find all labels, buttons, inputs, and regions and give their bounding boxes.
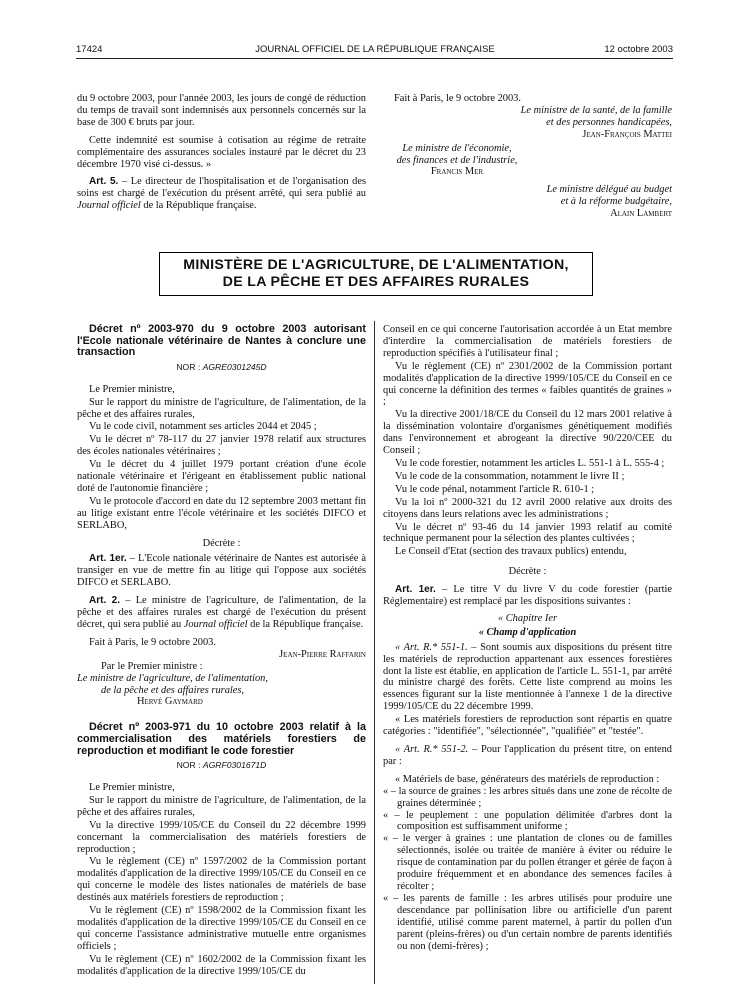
ministry-heading-box bbox=[159, 252, 593, 296]
article-text: – Pour l'application du présent titre, on entend par : bbox=[383, 744, 673, 767]
signature-title: Le ministre de l'agriculture, de l'alimentation, bbox=[77, 672, 268, 684]
article-text: de la République française. bbox=[140, 200, 257, 212]
nor-reference bbox=[77, 362, 366, 374]
decree-title: Décret nº 2003-971 du 10 octobre 2003 relatif à la commercialisation des matériels forestiers de reproduction et modifiant le code forestier bbox=[77, 721, 366, 757]
nor-code: AGRE0301245D bbox=[202, 361, 267, 372]
nor-reference bbox=[77, 760, 366, 772]
journal-title: JOURNAL OFFICIEL DE LA RÉPUBLIQUE FRANÇAISE bbox=[255, 44, 495, 55]
paragraph: Vu le protocole d'accord en date du 12 septembre 2003 mettant fin au litige existant entre l'école vétérinaire et les sociétés DIFCO et SERLABO, bbox=[77, 495, 366, 531]
signature-place-date: Fait à Paris, le 9 octobre 2003. bbox=[394, 93, 521, 104]
signature-title: de la pêche et des affaires rurales, bbox=[101, 684, 245, 696]
paragraph: Vu le décret nº 93-46 du 14 janvier 1993 relatif au comité technique permanent pour la sélection des plantes cultivées ; bbox=[383, 521, 672, 545]
signature-name: Hervé Gaymard bbox=[137, 696, 203, 708]
right-column bbox=[383, 324, 672, 952]
article-5 bbox=[77, 176, 366, 212]
article-text: – Sont soumis aux dispositions du présent titre les matériels de reproduction appartenant aux essences forestières dont la liste est établie, en application de l'article L. 551-1, par arrêté du ministre chargé des forêts. Cette liste comprend au moins les essences figurant sur la liste mentionnée à l'annexe 1 de la directive 1999/105/CE du 22 décembre 1999. bbox=[383, 641, 673, 713]
paragraph: Vu le code pénal, notamment l'article R. 610-1 ; bbox=[395, 483, 595, 495]
issue-date: 12 octobre 2003 bbox=[604, 44, 673, 55]
article-r551-1 bbox=[383, 642, 672, 713]
journal-ref: Journal officiel bbox=[77, 200, 141, 212]
nor-label: NOR : bbox=[176, 361, 203, 372]
paragraph: Vu le règlement (CE) nº 1597/2002 de la Commission portant modalités d'application de la directive 1999/105/CE du Conseil en ce qui concerne le modèle des listes nationales de matériels de base destinés aux matériels forestiers de reproduction ; bbox=[77, 856, 366, 904]
top-right-column bbox=[382, 93, 672, 220]
paragraph: « Matériels de base, générateurs des matériels de reproduction : bbox=[395, 773, 660, 785]
left-column bbox=[77, 324, 366, 978]
ministry-heading bbox=[160, 257, 592, 291]
article-label: Art. 2. bbox=[89, 595, 120, 607]
paragraph: Le Premier ministre, bbox=[89, 782, 175, 794]
paragraph: Vu le règlement (CE) nº 2301/2002 de la Commission portant modalités d'application de la directive 1999/105/CE du Conseil en ce qui concerne la définition des termes « faibles quantités de graines » ; bbox=[383, 360, 672, 408]
signature-name: Alain Lambert bbox=[610, 208, 672, 220]
ministry-heading-line: DE LA PÊCHE ET DES AFFAIRES RURALES bbox=[222, 274, 530, 290]
paragraph: Conseil en ce qui concerne l'autorisation accordée à un Etat membre d'interdire la commercialisation de matériels forestiers de reproduction spécifiés à l'utilisateur final ; bbox=[383, 324, 672, 359]
header-rule bbox=[76, 58, 673, 59]
paragraph: Vu le code de la consommation, notamment le livre II ; bbox=[395, 470, 625, 482]
signature-title: Le ministre de la santé, de la famille bbox=[520, 104, 672, 116]
article-label: Art. 1er. bbox=[395, 584, 436, 596]
chapter-title: « Champ d'application bbox=[478, 626, 577, 638]
list-item: « – le peuplement : une population délimitée d'arbres dont la composition est suffisamment uniforme ; bbox=[383, 809, 672, 833]
signature-title: des finances et de l'industrie, bbox=[396, 154, 518, 166]
ministry-heading-line: MINISTÈRE DE L'AGRICULTURE, DE L'ALIMENTATION, bbox=[183, 257, 569, 273]
decrete: Décrète : bbox=[508, 566, 547, 578]
article-label: « Art. R.* 551-2. bbox=[395, 744, 469, 755]
article-text: – L'Ecole nationale vétérinaire de Nantes est autorisée à transiger en vue de mettre fin au litige qui l'oppose aux sociétés DIFCO et SERLABO. bbox=[77, 553, 366, 589]
list-item: « – la source de graines : les arbres situés dans une zone de récolte de graines déterminée ; bbox=[383, 785, 672, 809]
article-r551-2 bbox=[383, 744, 672, 768]
paragraph: Le Premier ministre, bbox=[89, 383, 175, 395]
chapter-heading: « Chapitre Ier bbox=[497, 612, 558, 624]
paragraph: Vu le code civil, notamment ses articles 2044 et 2045 ; bbox=[89, 421, 317, 433]
article-label: Art. 5. bbox=[89, 176, 119, 188]
signature-name: Jean-Pierre Raffarin bbox=[279, 648, 366, 660]
signature-title: et à la réforme budgétaire, bbox=[560, 196, 672, 208]
signature-name: Jean-François Mattei bbox=[582, 128, 672, 140]
article-1 bbox=[383, 584, 672, 608]
column-divider bbox=[374, 321, 375, 984]
page-number: 17424 bbox=[76, 44, 103, 55]
paragraph: Vu le code forestier, notamment les articles L. 551-1 à L. 555-4 ; bbox=[395, 457, 665, 469]
signature-title: Le ministre de l'économie, bbox=[402, 142, 512, 154]
paragraph: Vu le règlement (CE) nº 1602/2002 de la Commission fixant les modalités d'application de la directive 1999/105/CE du bbox=[77, 953, 366, 977]
article-1 bbox=[77, 553, 366, 589]
journal-ref: Journal officiel bbox=[183, 619, 248, 630]
paragraph: Vu le décret nº 78-117 du 27 janvier 1978 relatif aux structures des écoles nationales vétérinaires ; bbox=[77, 434, 366, 458]
list-item: « – le verger à graines : une plantation de clones ou de familles sélectionnés, isolée ou traitée de manière à éviter ou réduire le risque de contamination par du pollen étranger et gérée de façon à produire fréquemment et en abondance des semences faciles à récolter ; bbox=[383, 833, 672, 892]
article-label: « Art. R.* 551-1. bbox=[395, 641, 468, 653]
paragraph: Vu la loi nº 2000-321 du 12 avril 2000 relative aux droits des citoyens dans leurs relations avec les administrations ; bbox=[383, 496, 672, 520]
paragraph: Sur le rapport du ministre de l'agriculture, de l'alimentation, de la pêche et des affaires rurales, bbox=[77, 396, 366, 420]
paragraph: Sur le rapport du ministre de l'agriculture, de l'alimentation, de la pêche et des affaires rurales, bbox=[77, 794, 366, 818]
article-label: Art. 1er. bbox=[89, 553, 127, 565]
paragraph: du 9 octobre 2003, pour l'année 2003, les jours de congé de réduction du temps de travail sont indemnisés aux personnels concernés sur la base de 300 € bruts par jour. bbox=[77, 93, 366, 128]
paragraph: « Les matériels forestiers de reproduction sont répartis en quatre catégories : "identifiée", "sélectionnée", "qualifiée" et "testée". bbox=[383, 714, 672, 738]
paragraph: Vu la directive 2001/18/CE du Conseil du 12 mars 2001 relative à la dissémination volontaire d'organismes génétiquement modifiés dans l'environnement et abrogeant la directive 90/220/CEE du Conseil ; bbox=[383, 409, 672, 457]
top-left-column bbox=[77, 93, 366, 212]
article-2 bbox=[77, 595, 366, 631]
nor-label: NOR : bbox=[176, 760, 203, 771]
paragraph: Vu le décret du 4 juillet 1979 portant création d'une école nationale vétérinaire et l'érigeant en établissement public national doté de l'autonomie financière ; bbox=[77, 459, 366, 494]
article-text: – Le titre V du livre V du code forestier (partie Réglementaire) est remplacé par les dispositions suivantes : bbox=[383, 584, 672, 608]
nor-code: AGRF0301671D bbox=[202, 760, 267, 771]
paragraph: Vu la directive 1999/105/CE du Conseil du 22 décembre 1999 concernant la commercialisation des matériels forestiers de reproduction ; bbox=[77, 819, 366, 855]
signature-name: Francis Mer bbox=[430, 166, 484, 178]
signature-title: et des personnes handicapées, bbox=[546, 116, 672, 128]
list-item: « – les parents de famille : les arbres utilisés pour produire une descendance par pollinisation libre ou artificielle d'un parent identifié, utilisé comme parent maternel, à partir du pollen d'un parent (pleins-frères) ou d'un certain nombre de parents identifiés ou non (demi-frères) ; bbox=[383, 892, 672, 952]
article-text: – Le directeur de l'hospitalisation et de l'organisation des soins est chargé de l'exécution du présent arrêté, qui sera publié au bbox=[77, 176, 366, 200]
paragraph: Cette indemnité est soumise à cotisation au régime de retraite complémentaire des assurances sociales instauré par le décret du 23 décembre 1970 visé ci-dessus. » bbox=[77, 134, 366, 170]
paragraph: Le Conseil d'Etat (section des travaux publics) entendu, bbox=[395, 546, 627, 558]
article-text: de la République française. bbox=[247, 619, 364, 630]
article-text: – Le ministre de l'agriculture, de l'alimentation, de la pêche et des affaires rurales est chargé de l'exécution du présent décret, qui sera publié au bbox=[77, 595, 366, 630]
decree-title: Décret nº 2003-970 du 9 octobre 2003 autorisant l'Ecole nationale vétérinaire de Nantes à conclure une transaction bbox=[77, 323, 366, 359]
signature-place-date: Fait à Paris, le 9 octobre 2003. bbox=[89, 636, 216, 648]
paragraph: Vu le règlement (CE) nº 1598/2002 de la Commission fixant les modalités d'application de la directive 1999/105/CE du Conseil en ce qui concerne l'assistance administrative mutuelle entre organismes officiels ; bbox=[77, 905, 366, 952]
signature-block bbox=[382, 143, 532, 179]
signature-title: Le ministre délégué au budget bbox=[546, 184, 672, 196]
decrete: Décrète : bbox=[202, 537, 241, 549]
signature-by: Par le Premier ministre : bbox=[101, 660, 203, 672]
